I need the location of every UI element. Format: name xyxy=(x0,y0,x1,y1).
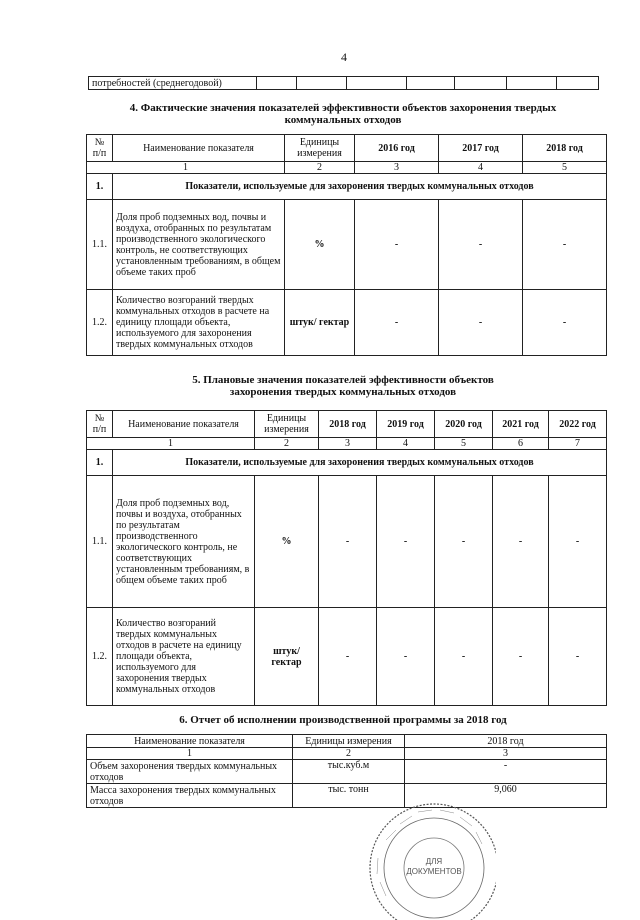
top-row-label: потребностей (среднегодовой) xyxy=(89,77,257,90)
official-stamp xyxy=(356,800,496,920)
section5-title: 5. Плановые значения показателей эффективности объектов захоронения твердых коммунальных отходов xyxy=(192,374,494,398)
table-row: 1.1. Доля проб подземных вод, почвы и воздуха, отобранных по результатам производственного экологического контроль, не соответствующих установленным требованиям, в общем объеме таких проб % - - - - - xyxy=(87,476,607,608)
section4-table: № п/п Наименование показателя Единицы измерения 2016 год 2017 год 2018 год 1 2 3 4 5 1. Показатели, используемые для захоронения твердых коммунальных отходов 1.1. Доля проб подземных вод, почвы и воздуха, отобранных по результатам производственного экологического контроль, не соответствующих установленным требованиям, в общем объеме таких проб % - - - 1.2. Количество возгораний твердых коммунальных отходов в расчете на единицу площади объекта, используемого для захоронения твердых коммунальных отходов штук/ гектар - - - xyxy=(86,134,607,356)
section5-table: № п/п Наименование показателя Единицы измерения 2018 год 2019 год 2020 год 2021 год 2022 год 1 2 3 4 5 6 7 1. Показатели, используемые для захоронения твердых коммунальных отходов 1.1. Доля проб подземных вод, почвы и воздуха, отобранных по результатам производственного экологического контроль, не соответствующих установленным требованиям, в общем объеме таких проб % - - - - - 1.2. Количество возгораний твердых коммунальных отходов в расчете на единицу площади объекта, используемого для захоронения твердых коммунальных отходов штук/ гектар - - - - - xyxy=(86,410,607,706)
stamp-text-1: ДЛЯ xyxy=(425,857,443,866)
top-continuation-table xyxy=(88,76,599,90)
table-row: Объем захоронения твердых коммунальных отходов тыс.куб.м - xyxy=(87,760,607,784)
section5-group-title: Показатели, используемые для захоронения твердых коммунальных отходов xyxy=(113,450,607,476)
table-row: 1.1. Доля проб подземных вод, почвы и воздуха, отобранных по результатам производственного экологического контроль, не соответствующих установленным требованиям, в общем объеме таких проб % - - - xyxy=(87,200,607,290)
page-number: 4 xyxy=(341,50,347,64)
stamp-text-marks xyxy=(377,810,482,896)
table-row: 1.2. Количество возгораний твердых коммунальных отходов в расчете на единицу площади объекта, используемого для захоронения твердых коммунальных отходов штук/ гектар - - - xyxy=(87,290,607,356)
section6-table: Наименование показателя Единицы измерения 2018 год 1 2 3 Объем захоронения твердых коммунальных отходов тыс.куб.м - Масса захоронения твердых коммунальных отходов тыс. тонн 9,060 xyxy=(86,734,607,808)
stamp-text-2: ДОКУМЕНТОВ xyxy=(406,867,462,876)
table-row: Масса захоронения твердых коммунальных отходов тыс. тонн 9,060 xyxy=(87,784,607,808)
section6-title: 6. Отчет об исполнении производственной программы за 2018 год xyxy=(179,714,507,726)
table-row: 1.2. Количество возгораний твердых коммунальных отходов в расчете на единицу площади объекта, используемого для захоронения твердых коммунальных отходов штук/ гектар - - - - - xyxy=(87,608,607,706)
section4-group-title: Показатели, используемые для захоронения твердых коммунальных отходов xyxy=(113,174,607,200)
section4-title: 4. Фактические значения показателей эффективности объектов захоронения твердых коммунальных отходов xyxy=(129,102,557,126)
